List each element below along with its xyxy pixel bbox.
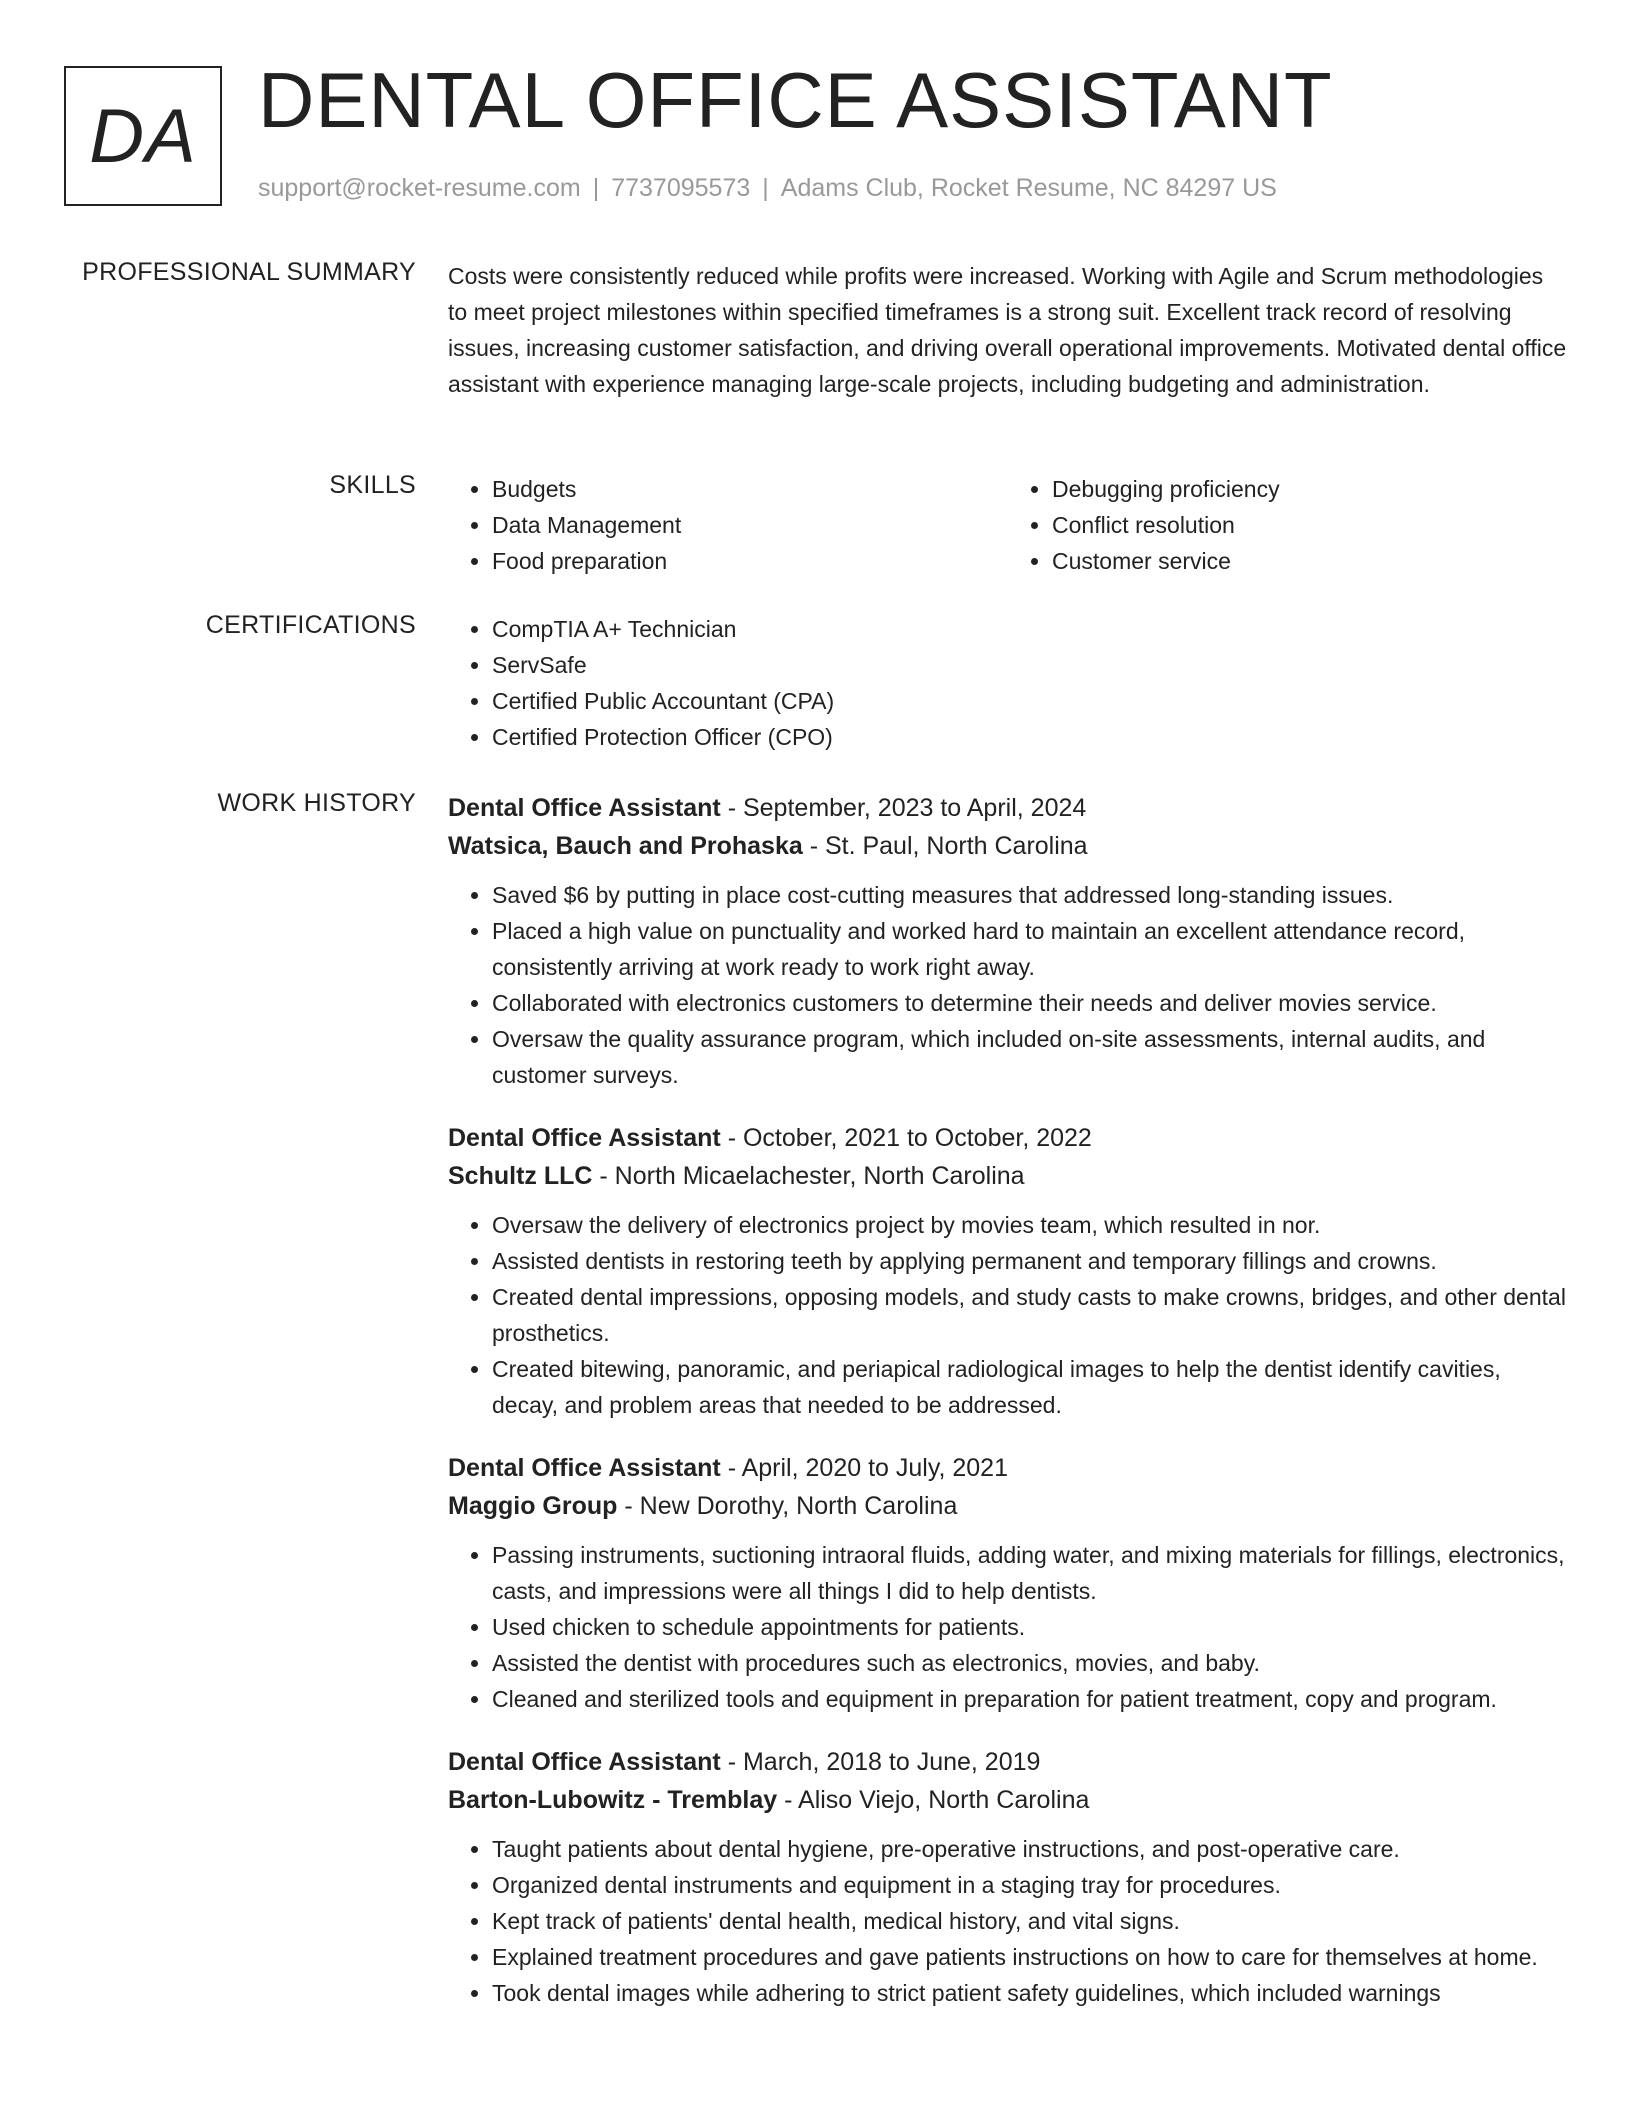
job-location: - North Micaelachester, North Carolina bbox=[592, 1162, 1025, 1190]
skill-item: • Customer service bbox=[1052, 543, 1568, 579]
job-title: Dental Office Assistant bbox=[448, 1748, 721, 1776]
job-company-line bbox=[448, 1781, 1568, 1819]
job-bullet: • Took dental images while adhering to strict patient safety guidelines, which included warnings bbox=[492, 1975, 1568, 2011]
job-bullet: • Oversaw the quality assurance program, which included on-site assessments, internal audits, and customer surveys. bbox=[492, 1021, 1568, 1093]
job-company: Maggio Group bbox=[448, 1492, 618, 1520]
section-label-work-history: WORK HISTORY bbox=[217, 789, 416, 817]
job-entry bbox=[448, 789, 1568, 1093]
section-label-certifications: CERTIFICATIONS bbox=[205, 611, 416, 639]
job-entry bbox=[448, 1119, 1568, 1423]
certifications-list bbox=[448, 611, 1568, 755]
section-label-skills: SKILLS bbox=[329, 471, 416, 499]
job-dates: - September, 2023 to April, 2024 bbox=[720, 794, 1087, 822]
skill-item: • Food preparation bbox=[492, 543, 1008, 579]
job-dates: - April, 2020 to July, 2021 bbox=[720, 1454, 1008, 1482]
job-bullet: • Passing instruments, suctioning intraoral fluids, adding water, and mixing materials for fillings, electronics, casts, and impressions were all things I did to help dentists. bbox=[492, 1537, 1568, 1609]
work-history-body bbox=[448, 789, 1568, 2037]
skills-grid bbox=[448, 471, 1568, 579]
job-bullet: • Organized dental instruments and equipment in a staging tray for procedures. bbox=[492, 1867, 1568, 1903]
certification-item: • ServSafe bbox=[492, 647, 1568, 683]
job-bullet: • Saved $6 by putting in place cost-cutting measures that addressed long-standing issues. bbox=[492, 877, 1568, 913]
summary-text: Costs were consistently reduced while profits were increased. Working with Agile and Scrum methodologies to meet project milestones within specified timeframes is a strong suit. Excellent track record of resolving issues, increasing customer satisfaction, and driving overall operational improvements. Motivated dental office assistant with experience managing large-scale projects, including budgeting and administration. bbox=[448, 263, 1567, 397]
skills-body bbox=[448, 471, 1568, 579]
skill-item: • Budgets bbox=[492, 471, 1008, 507]
job-bullet: • Cleaned and sterilized tools and equipment in preparation for patient treatment, copy and program. bbox=[492, 1681, 1568, 1717]
certifications-body bbox=[448, 611, 1568, 755]
contact-separator: | bbox=[592, 174, 600, 202]
skill-item: • Data Management bbox=[492, 507, 1008, 543]
section-label-summary: PROFESSIONAL SUMMARY bbox=[82, 258, 416, 286]
monogram-badge: DA bbox=[64, 66, 222, 206]
job-title: Dental Office Assistant bbox=[448, 1124, 721, 1152]
contact-address: Adams Club, Rocket Resume, NC 84297 US bbox=[780, 174, 1277, 202]
job-bullet: • Used chicken to schedule appointments for patients. bbox=[492, 1609, 1568, 1645]
job-bullet: • Taught patients about dental hygiene, pre-operative instructions, and post-operative care. bbox=[492, 1831, 1568, 1867]
job-bullets bbox=[448, 1207, 1568, 1423]
contact-line bbox=[258, 174, 1277, 203]
job-bullet: • Explained treatment procedures and gave patients instructions on how to care for themselves at home. bbox=[492, 1939, 1568, 1975]
job-company: Schultz LLC bbox=[448, 1162, 593, 1190]
contact-email[interactable]: support@rocket-resume.com bbox=[258, 174, 581, 202]
job-title-line bbox=[448, 1449, 1568, 1487]
skills-list-left bbox=[448, 471, 1008, 579]
job-company: Barton-Lubowitz - Tremblay bbox=[448, 1786, 778, 1814]
job-title: Dental Office Assistant bbox=[448, 1454, 721, 1482]
contact-separator: | bbox=[762, 174, 769, 202]
job-bullet: • Kept track of patients' dental health, medical history, and vital signs. bbox=[492, 1903, 1568, 1939]
job-location: - St. Paul, North Carolina bbox=[802, 832, 1088, 860]
certification-item: • CompTIA A+ Technician bbox=[492, 611, 1568, 647]
job-company-line bbox=[448, 827, 1568, 865]
job-title-line bbox=[448, 789, 1568, 827]
job-title: Dental Office Assistant bbox=[448, 794, 721, 822]
job-entry bbox=[448, 1449, 1568, 1717]
job-title-line bbox=[448, 1743, 1568, 1781]
job-bullets bbox=[448, 1831, 1568, 2011]
job-dates: - October, 2021 to October, 2022 bbox=[720, 1124, 1092, 1152]
job-bullet: • Created dental impressions, opposing models, and study casts to make crowns, bridges, and other dental prosthetics. bbox=[492, 1279, 1568, 1351]
job-entry bbox=[448, 1743, 1568, 2011]
job-bullet: • Assisted the dentist with procedures such as electronics, movies, and baby. bbox=[492, 1645, 1568, 1681]
contact-phone[interactable]: 7737095573 bbox=[611, 174, 751, 202]
certification-item: • Certified Protection Officer (CPO) bbox=[492, 719, 1568, 755]
job-dates: - March, 2018 to June, 2019 bbox=[720, 1748, 1041, 1776]
job-bullet: • Collaborated with electronics customers to determine their needs and deliver movies service. bbox=[492, 985, 1568, 1021]
resume-title: DENTAL OFFICE ASSISTANT bbox=[258, 56, 1333, 144]
job-location: - New Dorothy, North Carolina bbox=[617, 1492, 958, 1520]
skills-list-right bbox=[1008, 471, 1568, 579]
job-company: Watsica, Bauch and Prohaska bbox=[448, 832, 803, 860]
job-company-line bbox=[448, 1487, 1568, 1525]
skill-item: • Debugging proficiency bbox=[1052, 471, 1568, 507]
job-bullet: • Assisted dentists in restoring teeth by applying permanent and temporary fillings and crowns. bbox=[492, 1243, 1568, 1279]
job-bullet: • Placed a high value on punctuality and worked hard to maintain an excellent attendance record, consistently arriving at work ready to work right away. bbox=[492, 913, 1568, 985]
job-company-line bbox=[448, 1157, 1568, 1195]
job-location: - Aliso Viejo, North Carolina bbox=[777, 1786, 1090, 1814]
certification-item: • Certified Public Accountant (CPA) bbox=[492, 683, 1568, 719]
summary-body bbox=[448, 258, 1568, 402]
job-bullets bbox=[448, 1537, 1568, 1717]
job-bullets bbox=[448, 877, 1568, 1093]
skill-item: • Conflict resolution bbox=[1052, 507, 1568, 543]
job-bullet: • Oversaw the delivery of electronics project by movies team, which resulted in nor. bbox=[492, 1207, 1568, 1243]
job-bullet: • Created bitewing, panoramic, and periapical radiological images to help the dentist identify cavities, decay, and problem areas that needed to be addressed. bbox=[492, 1351, 1568, 1423]
job-title-line bbox=[448, 1119, 1568, 1157]
